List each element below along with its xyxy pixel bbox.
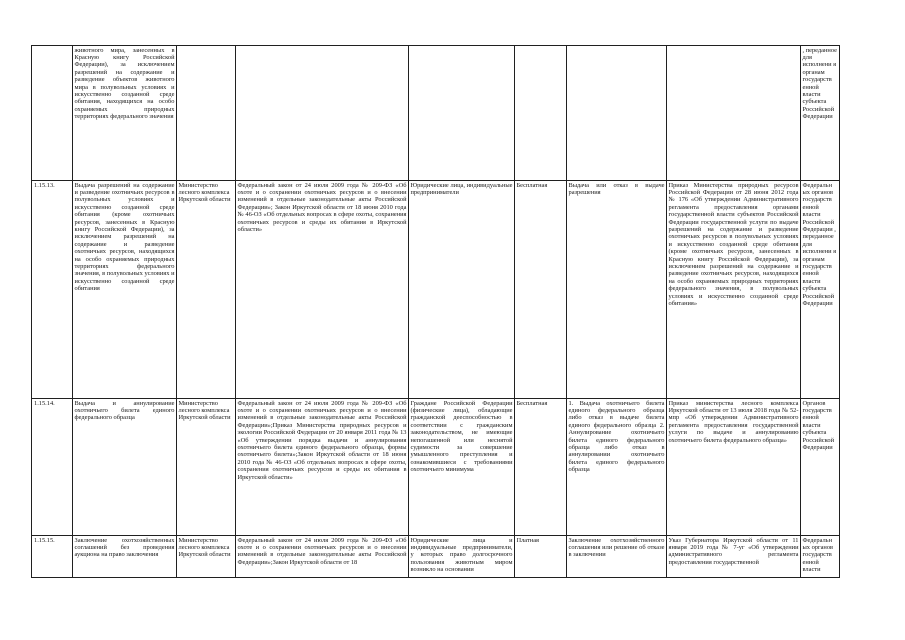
authority-level-cell: , переданное для исполнени я органам государств енной власти субъекта Российской Федерации	[801, 46, 840, 181]
legal-basis-cell: Федеральный закон от 24 июля 2009 года № 209-ФЗ «Об охоте и о сохранении охотничьих ресурсов и о внесении изменений в отдельные законодательные акты Российской Федерации»;Закон Иркутской области от 18	[236, 536, 409, 578]
authority-level-cell: Федеральн ых органов государств енной власти Российской Федерации , переданное для исполнени я органам государств енной власти субъекта Российской Федерации	[801, 181, 840, 399]
service-name-cell: Заключение охотхозяйственных соглашений без проведения аукциона на право заключения	[73, 536, 177, 578]
result-cell	[567, 46, 667, 181]
table-row	[32, 536, 840, 578]
legal-basis-cell: Федеральный закон от 24 июля 2009 года № 209-ФЗ «Об охоте и о сохранении охотничьих ресурсов и о внесении изменений в отдельные законодательные акты Российской Федерации»; Закон Иркутской области от 18 июня 2010 года № 46-ОЗ «Об отдельных вопросах в сфере охоты, сохранения охотничьих ресурсов и среды их обитания в Иркутской области»	[236, 181, 409, 399]
regulation-cell	[667, 46, 801, 181]
applicants-cell: Граждане Российской Федерации (физические лица), обладающие гражданской дееспособностью в соответствии с гражданским законодательством, не имеющие непогашенной или неснятой судимости за совершение умышленного преступления и ознакомившиеся с требованиями охотничьего минимума	[409, 399, 515, 536]
regulation-cell: Указ Губернатора Иркутской области от 11 января 2019 года № 7-уг «Об утверждении административного регламента предоставления государственной	[667, 536, 801, 578]
service-number-cell: 1.15.15.	[32, 536, 73, 578]
result-cell: Выдача или отказ в выдаче разрешения	[567, 181, 667, 399]
table-row	[32, 181, 840, 399]
authority-level-cell: Органов государств енной власти субъекта Российской Федерации	[801, 399, 840, 536]
table-row	[32, 46, 840, 181]
regulation-cell: Приказ министерства лесного комплекса Иркутской области от 13 июля 2018 года № 52-мпр «Об утверждении Административного регламента предоставления государственной услуги по выдаче и аннулированию охотничьего билета федерального образца»	[667, 399, 801, 536]
responsible-body-cell: Министерство лесного комплекса Иркутской области	[177, 536, 236, 578]
services-table	[31, 45, 840, 578]
legal-basis-cell: Федеральный закон от 24 июля 2009 года № 209-ФЗ «Об охоте и о сохранении охотничьих ресурсов и о внесении изменений в отдельные законодательные акты Российской Федерации»;Приказ Министерства природных ресурсов и экологии Российской Федерации от 20 января 2011 года № 13 «Об утверждении порядка выдачи и аннулирования охотничьего билета единого федерального образца, формы охотничьего билета»;Закон Иркутской области от 18 июня 2010 года № 46-ОЗ «Об отдельных вопросах в сфере охоты, сохранения охотничьих ресурсов и среды их обитания в Иркутской области»	[236, 399, 409, 536]
payment-cell: Бесплатная	[515, 399, 567, 536]
payment-cell	[515, 46, 567, 181]
responsible-body-cell: Министерство лесного комплекса Иркутской области	[177, 399, 236, 536]
service-name-cell: животного мира, занесенных в Красную книгу Российской Федерации), за исключением разрешений на содержание и разведение объектов животного мира в полувольных условиях и искусственно созданной среде обитания, находящихся на особо охраняемых природных территориях федерального значения	[73, 46, 177, 181]
regulation-cell: Приказ Министерства природных ресурсов Российской Федерации от 28 июня 2012 года № 176 «Об утверждении Административного регламента предоставления органами государственной власти субъектов Российской Федерации государственной услуги по выдаче разрешений на содержание и разведение охотничьих ресурсов в полувольных условиях и искусственно созданной среде обитания (кроме охотничьих ресурсов, занесенных в Красную книгу Российской Федерации), за исключением разрешений на содержание и разведение охотничьих ресурсов, находящихся на особо охраняемых природных территориях федерального значения, в полувольных условиях и искусственно созданной среде обитания»	[667, 181, 801, 399]
authority-level-cell: Федеральн ых органов государств енной власти	[801, 536, 840, 578]
service-name-cell: Выдача разрешений на содержание и разведение охотничьих ресурсов в полувольных условиях и искусственно созданной среде обитания (кроме охотничьих ресурсов, занесенных в Красную книгу Российской Федерации), за исключением разрешений на содержание и разведение охотничьих ресурсов, находящихся на особо охраняемых природных территориях федерального значения, в полувольных условиях и искусственно созданной среде обитания	[73, 181, 177, 399]
responsible-body-cell: Министерство лесного комплекса Иркутской области	[177, 181, 236, 399]
service-number-cell: 1.15.13.	[32, 181, 73, 399]
service-number-cell: 1.15.14.	[32, 399, 73, 536]
service-name-cell: Выдача и аннулирование охотничьего билета единого федерального образца	[73, 399, 177, 536]
applicants-cell: Юридические лица и индивидуальные предприниматели, у которых право долгосрочного пользования животным миром возникло на основании	[409, 536, 515, 578]
payment-cell: Бесплатная	[515, 181, 567, 399]
applicants-cell: Юридические лица, индивидуальные предприниматели	[409, 181, 515, 399]
result-cell: Заключение охотхозяйственного соглашения или решение об отказе в заключении	[567, 536, 667, 578]
responsible-body-cell	[177, 46, 236, 181]
service-number-cell	[32, 46, 73, 181]
result-cell: 1. Выдача охотничьего билета единого федерального образца либо отказ в выдаче билета единого федерального образца 2. Аннулирование охотничьего билета единого федерального образца либо отказ в аннулировании охотничьего билета единого федерального образца	[567, 399, 667, 536]
legal-basis-cell	[236, 46, 409, 181]
applicants-cell	[409, 46, 515, 181]
table-row	[32, 399, 840, 536]
payment-cell: Платная	[515, 536, 567, 578]
